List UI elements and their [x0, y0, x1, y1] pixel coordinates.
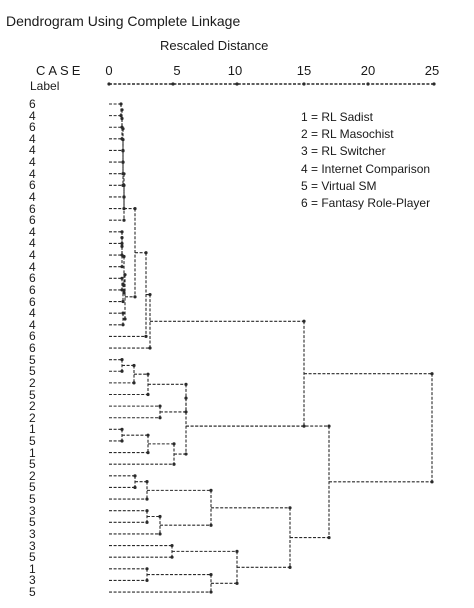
legend-item: 5 = Virtual SM	[301, 178, 377, 193]
case-label: 3	[29, 503, 36, 518]
branch-join	[288, 506, 291, 509]
branch-join	[144, 251, 147, 254]
scale-tick-5: 5	[173, 63, 181, 78]
case-label: 1	[29, 422, 36, 437]
branch-join	[133, 295, 136, 298]
branch-join	[327, 536, 330, 539]
branch-join	[120, 439, 123, 442]
case-label: 4	[29, 166, 36, 181]
branch-join	[132, 364, 135, 367]
branch-join	[145, 480, 148, 483]
branch-join	[184, 452, 187, 455]
case-label: 4	[29, 259, 36, 274]
case-label: 5	[29, 352, 36, 367]
case-label: 6	[29, 201, 36, 216]
legend-item: 4 = Internet Comparison	[301, 161, 431, 176]
case-label: 5	[29, 457, 36, 472]
branch-join	[158, 532, 161, 535]
scale-tick-mark	[432, 82, 435, 85]
case-label: 5	[29, 433, 36, 448]
branch-join	[430, 372, 433, 375]
scale-tick-mark	[171, 82, 174, 85]
branch-join	[121, 149, 124, 152]
case-label: 6	[29, 213, 36, 228]
legend-item: 3 = RL Switcher	[301, 144, 386, 159]
branch-join	[209, 573, 212, 576]
case-label: 2	[29, 468, 36, 483]
case-label: 5	[29, 585, 36, 600]
branch-join	[146, 373, 149, 376]
branch-join	[235, 582, 238, 585]
branch-join	[184, 397, 187, 400]
case-label: 6	[29, 271, 36, 286]
case-label: 5	[29, 515, 36, 530]
case-label: 3	[29, 538, 36, 553]
scale-tick-25: 25	[424, 63, 440, 78]
branch-join	[133, 207, 136, 210]
case-label: 6	[29, 341, 36, 356]
case-label: 6	[29, 178, 36, 193]
case-label: 4	[29, 143, 36, 158]
case-label: 3	[29, 526, 36, 541]
scale-tick-mark	[235, 82, 238, 85]
case-label: 6	[29, 120, 36, 135]
case-label: 4	[29, 189, 36, 204]
branch-join	[122, 184, 125, 187]
branch-join	[172, 442, 175, 445]
branch-join	[158, 416, 161, 419]
branch-join	[122, 172, 125, 175]
case-label: 5	[29, 364, 36, 379]
branch-join	[120, 245, 123, 248]
branch-join	[302, 320, 305, 323]
branch-join	[145, 497, 148, 500]
case-label: 4	[29, 306, 36, 321]
branch-join	[430, 480, 433, 483]
case-label: 4	[29, 224, 36, 239]
branch-join	[144, 335, 147, 338]
branch-join	[122, 219, 125, 222]
case-label: 4	[29, 236, 36, 251]
branch-join	[133, 486, 136, 489]
branch-join	[123, 273, 126, 276]
branch-join	[184, 383, 187, 386]
branch-join	[170, 544, 173, 547]
case-label: 6	[29, 329, 36, 344]
case-label: 4	[29, 155, 36, 170]
branch-join	[120, 117, 123, 120]
legend-item: 1 = RL Sadist	[301, 110, 373, 124]
case-label: 4	[29, 248, 36, 263]
case-label: 4	[29, 108, 36, 123]
branch-join	[145, 509, 148, 512]
branch-join	[209, 590, 212, 593]
branch-join	[209, 489, 212, 492]
legend-item: 2 = RL Masochist	[301, 127, 394, 142]
branch-join	[122, 195, 125, 198]
branch-join	[158, 405, 161, 408]
scale-tick-mark	[107, 82, 110, 85]
scale-tick-20: 20	[360, 63, 376, 78]
case-label: 4	[29, 131, 36, 146]
branch-join	[122, 255, 125, 258]
branch-join	[132, 381, 135, 384]
scale-tick-mark	[302, 82, 305, 85]
branch-join	[170, 556, 173, 559]
case-label: 5	[29, 387, 36, 402]
branch-join	[121, 323, 124, 326]
figure-title: Dendrogram Using Complete Linkage	[6, 13, 241, 29]
branch-join	[209, 524, 212, 527]
branch-join	[121, 138, 124, 141]
case-label: 5	[29, 492, 36, 507]
branch-join	[121, 161, 124, 164]
case-header: CASE	[36, 63, 84, 78]
branch-join	[120, 277, 123, 280]
branch-join	[288, 566, 291, 569]
case-label: 5	[29, 550, 36, 565]
branch-join	[120, 108, 123, 111]
case-label: 6	[29, 282, 36, 297]
branch-join	[172, 463, 175, 466]
legend-item: 6 = Fantasy Role-Player	[301, 196, 431, 211]
branch-join	[121, 127, 124, 130]
scale-title: Rescaled Distance	[160, 38, 269, 53]
case-label: 5	[29, 480, 36, 495]
branch-join	[148, 293, 151, 296]
branch-join	[120, 370, 123, 373]
branch-join	[145, 567, 148, 570]
case-label: 6	[29, 97, 36, 111]
branch-join	[120, 236, 123, 239]
case-label: 1	[29, 561, 36, 576]
branch-join	[327, 424, 330, 427]
branch-join	[146, 393, 149, 396]
branch-join	[120, 428, 123, 431]
branch-join	[120, 230, 123, 233]
scale-tick-0: 0	[105, 63, 113, 78]
case-label: 1	[29, 445, 36, 460]
case-label: 4	[29, 317, 36, 332]
branch-join	[133, 474, 136, 477]
case-label: 2	[29, 399, 36, 414]
scale-tick-10: 10	[227, 63, 243, 78]
branch-join	[145, 579, 148, 582]
branch-join	[146, 451, 149, 454]
branch-join	[235, 550, 238, 553]
branch-join	[120, 265, 123, 268]
scale-tick-15: 15	[296, 63, 312, 78]
branch-join	[158, 515, 161, 518]
branch-join	[148, 346, 151, 349]
branch-join	[121, 312, 124, 315]
branch-join	[119, 102, 122, 105]
case-label: 2	[29, 375, 36, 390]
branch-join	[123, 317, 126, 320]
branch-join	[145, 521, 148, 524]
scale-tick-mark	[366, 82, 369, 85]
label-header: Label	[30, 79, 60, 93]
branch-join	[120, 358, 123, 361]
case-label: 6	[29, 294, 36, 309]
branch-join	[146, 434, 149, 437]
branch-join	[121, 300, 124, 303]
case-label: 3	[29, 573, 36, 588]
case-label: 2	[29, 410, 36, 425]
